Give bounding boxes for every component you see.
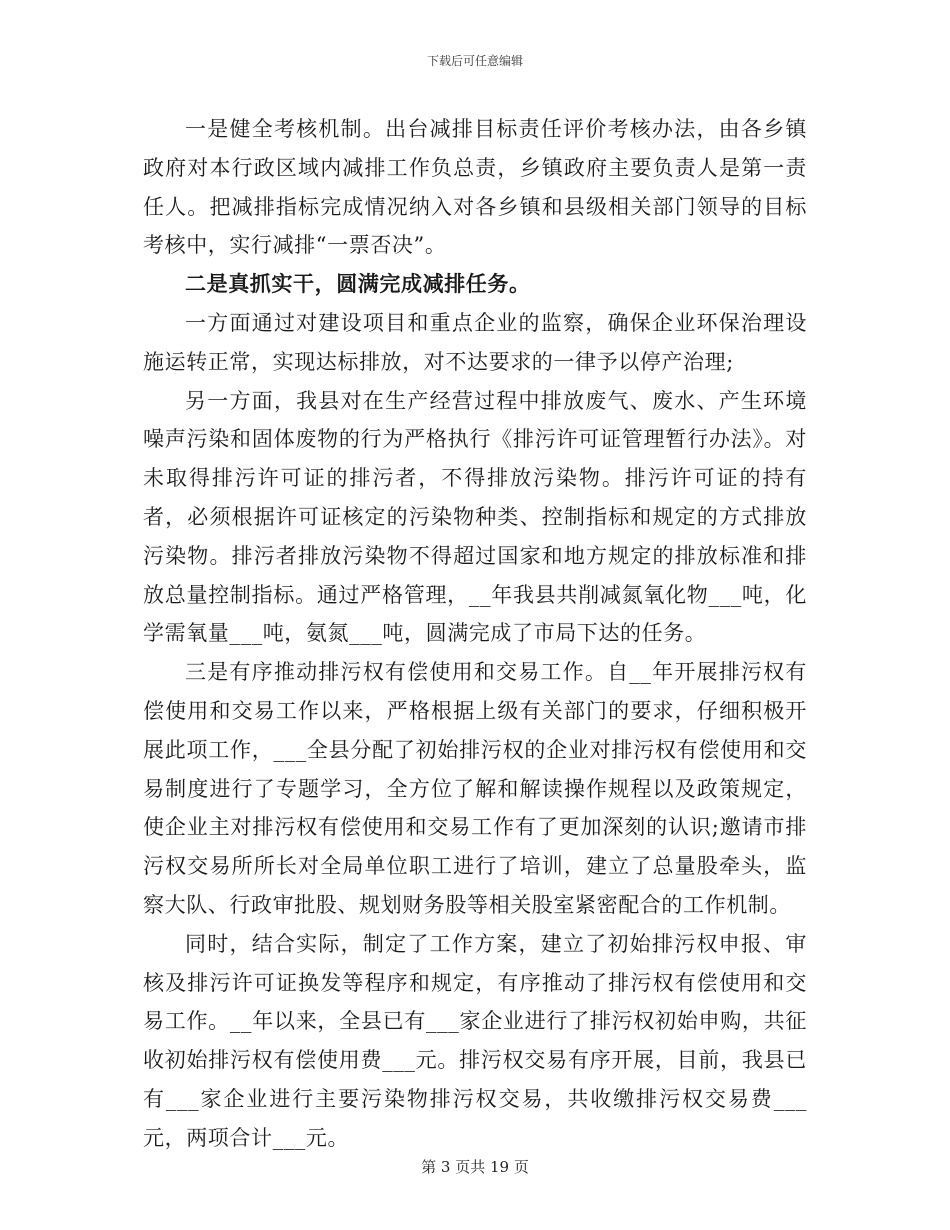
paragraph-assessment-mechanism: 一是健全考核机制。出台减排目标责任评价考核办法，由各乡镇政府对本行政区域内减排工作负总责，乡镇政府主要负责人是第一责任人。把减排指标完成情况纳入对各乡镇和县级相关部门领导的目标考核中，实行减排“一票否决”。: [143, 117, 807, 258]
page-header-note: 下载后可任意编辑: [426, 54, 523, 68]
document-body: [143, 110, 807, 1158]
paragraph-heading-emission-tasks: 二是真抓实干，圆满完成减排任务。: [185, 271, 531, 297]
paragraph-project-supervision: 一方面通过对建设项目和重点企业的监察，确保企业环保治理设施运转正常，实现达标排放，对不达要求的一律予以停产治理;: [143, 310, 807, 374]
paragraph-work-plan: 同时，结合实际，制定了工作方案，建立了初始排污权申报、审核及排污许可证换发等程序和规定，有序推动了排污权有偿使用和交易工作。__年以来，全县已有___家企业进行了排污权初始申购，共征收初始排污权有偿使用费___元。排污权交易有序开展，目前，我县已有___家企业进行主要污染物排污权交易，共收缴排污权交易费___元，两项合计___元。: [143, 931, 807, 1150]
paragraph-emission-rights-trading: 三是有序推动排污权有偿使用和交易工作。自__年开展排污权有偿使用和交易工作以来，严格根据上级有关部门的要求，仔细积极开展此项工作，___全县分配了初始排污权的企业对排污权有偿使用和交易制度进行了专题学习，全方位了解和解读操作规程以及政策规定，使企业主对排污权有偿使用和交易工作有了更加深刻的认识;邀请市排污权交易所所长对全局单位职工进行了培训，建立了总量股牵头，监察大队、行政审批股、规划财务股等相关股室紧密配合的工作机制。: [143, 660, 807, 917]
page-number: 第 3 页共 19 页: [421, 1158, 529, 1176]
paragraph-permit-management: 另一方面，我县对在生产经营过程中排放废气、废水、产生环境噪声污染和固体废物的行为严格执行《排污许可证管理暂行办法》。对未取得排污许可证的排污者，不得排放污染物。排污许可证的持有者，必须根据许可证核定的污染物种类、控制指标和规定的方式排放污染物。排污者排放污染物不得超过国家和地方规定的排放标准和排放总量控制指标。通过严格管理，__年我县共削减氮氧化物___吨，化学需氧量___吨，氨氮___吨，圆满完成了市局下达的任务。: [143, 388, 807, 646]
